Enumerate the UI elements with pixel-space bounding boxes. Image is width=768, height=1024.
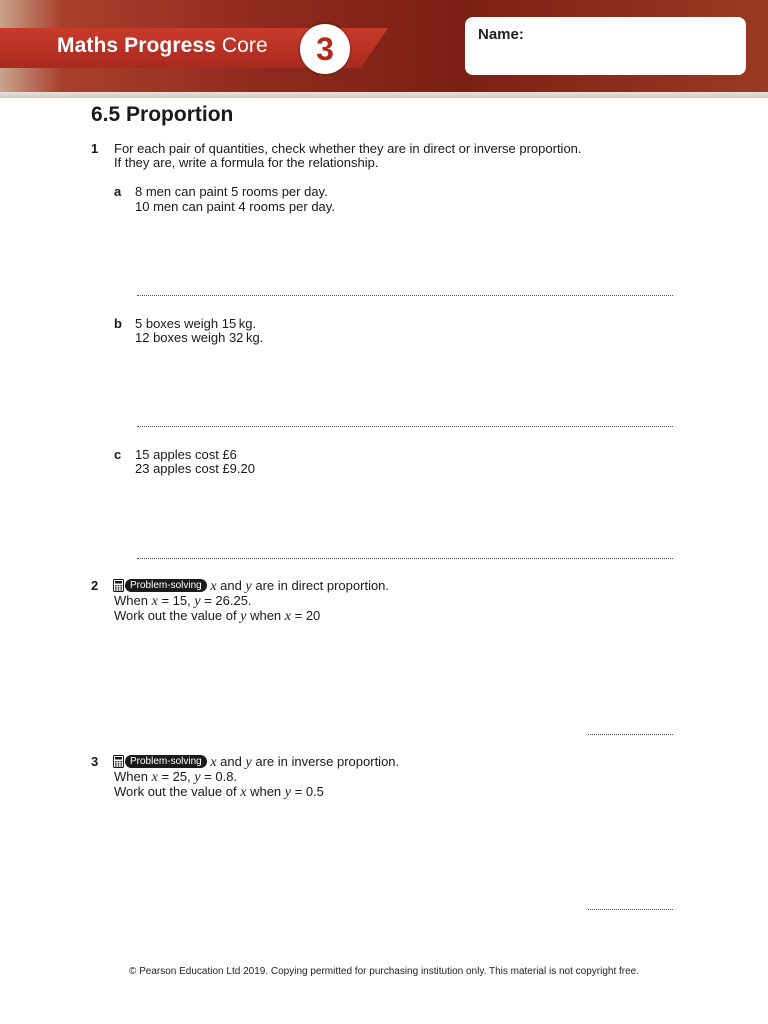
question-2-number: 2: [91, 578, 99, 593]
calculator-icon: [113, 755, 124, 768]
problem-solving-badge: Problem-solving: [125, 579, 207, 592]
var-x: x: [151, 594, 158, 609]
given-var: x: [284, 609, 291, 624]
question-3-stem: [113, 754, 399, 770]
problem-solving-badge: Problem-solving: [125, 755, 207, 768]
level-badge: 3: [300, 24, 350, 74]
answer-line-c[interactable]: [137, 558, 673, 559]
name-field[interactable]: [465, 17, 746, 75]
question-2-given: [114, 593, 252, 609]
part-b-line2: 12 boxes weigh 32 kg.: [135, 330, 264, 345]
series-title-light: Core: [221, 34, 268, 57]
target-var: x: [240, 785, 247, 800]
var-x: x: [210, 755, 217, 770]
stem-rest: are in inverse proportion.: [255, 754, 400, 769]
question-1-line1: For each pair of quantities, check whether they are in direct or inverse proportion.: [114, 141, 582, 156]
given-var: y: [284, 785, 291, 800]
question-1-line2: If they are, write a formula for the relationship.: [114, 155, 379, 170]
var-y: y: [245, 579, 252, 594]
part-c-label: c: [114, 447, 122, 462]
answer-line-a[interactable]: [137, 295, 673, 296]
given-value: = 0.5: [294, 784, 324, 799]
part-a-line2: 10 men can paint 4 rooms per day.: [135, 199, 335, 214]
name-label: Name:: [478, 26, 524, 43]
part-c-line2: 23 apples cost £9.20: [135, 461, 255, 476]
var-x: x: [151, 770, 158, 785]
when-text: When: [114, 593, 148, 608]
question-3-number: 3: [91, 754, 99, 769]
var-y: y: [194, 770, 201, 785]
var-y: y: [245, 755, 252, 770]
question-2-task: [114, 608, 320, 624]
answer-line-3[interactable]: [588, 909, 673, 910]
part-c-line1: 15 apples cost £6: [135, 447, 237, 462]
and-text: and: [220, 578, 242, 593]
part-b-line1: 5 boxes weigh 15 kg.: [135, 316, 257, 331]
question-3-given: [114, 769, 237, 785]
part-a-label: a: [114, 184, 122, 199]
part-b-label: b: [114, 316, 122, 331]
answer-line-2[interactable]: [588, 734, 673, 735]
stem-rest: are in direct proportion.: [255, 578, 390, 593]
section-title: 6.5 Proportion: [91, 103, 234, 126]
answer-line-b[interactable]: [137, 426, 673, 427]
work-out-text: Work out the value of: [114, 784, 237, 799]
and-text: and: [220, 754, 242, 769]
series-title-bold: Maths Progress: [57, 34, 216, 57]
copyright-footer: © Pearson Education Ltd 2019. Copying permitted for purchasing institution only. This material is not copyright free.: [128, 966, 640, 977]
y-value: = 26.25.: [204, 593, 252, 608]
calculator-icon: [113, 579, 124, 592]
given-value: = 20: [294, 608, 321, 623]
question-1-number: 1: [91, 141, 99, 156]
work-out-text: Work out the value of: [114, 608, 237, 623]
question-2-stem: [113, 578, 389, 594]
when-text: when: [250, 608, 282, 623]
header-rule: [0, 92, 768, 98]
var-y: y: [194, 594, 201, 609]
question-3-task: [114, 784, 324, 800]
part-a-line1: 8 men can paint 5 rooms per day.: [135, 184, 328, 199]
x-value: = 25,: [161, 769, 191, 784]
when-text: when: [250, 784, 282, 799]
when-text: When: [114, 769, 148, 784]
target-var: y: [240, 609, 247, 624]
var-x: x: [210, 579, 217, 594]
y-value: = 0.8.: [204, 769, 238, 784]
series-title: [57, 34, 268, 58]
x-value: = 15,: [161, 593, 191, 608]
